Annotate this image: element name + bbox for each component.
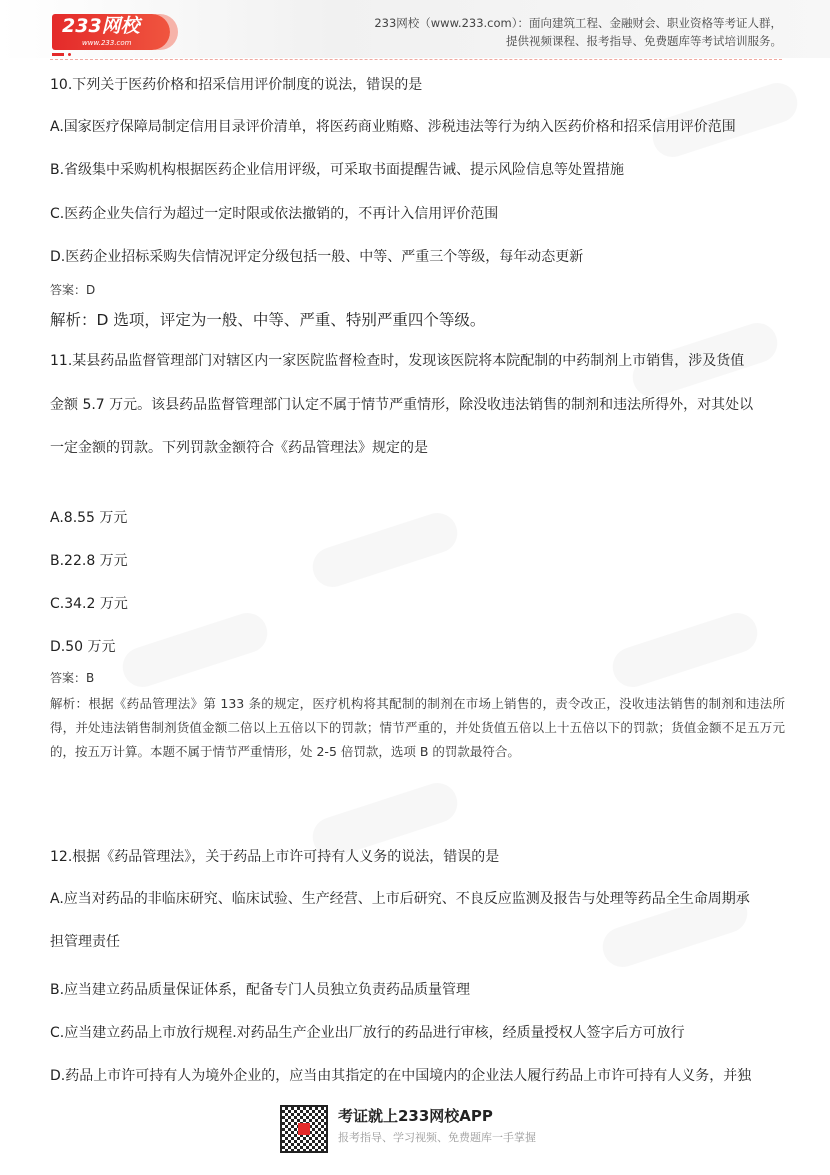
q12-option-d: D.药品上市许可持有人为境外企业的，应当由其指定的在中国境内的企业法人履行药品上市许可持有人义务，并独 bbox=[50, 1068, 752, 1084]
q11-title-line-2: 金额 5.7 万元。该县药品监督管理部门认定不属于情节严重情形，除没收违法销售的制剂和违法所得外，对其处以 bbox=[50, 397, 754, 413]
footer-subtitle: 报考指导、学习视频、免费题库一手掌握 bbox=[338, 1131, 536, 1144]
tagline-line-2: 提供视频课程、报考指导、免费题库等考试培训服务。 bbox=[506, 34, 782, 48]
logo-url: www.233.com bbox=[82, 39, 132, 47]
logo bbox=[52, 14, 170, 50]
q12-title: 12.根据《药品管理法》，关于药品上市许可持有人义务的说法，错误的是 bbox=[50, 849, 500, 865]
header-divider bbox=[50, 59, 782, 60]
q10-title: 10.下列关于医药价格和招采信用评价制度的说法，错误的是 bbox=[50, 77, 423, 93]
q10-option-a: A.国家医疗保障局制定信用目录评价清单，将医药商业贿赂、涉税违法等行为纳入医药价格和招采信用评价范围 bbox=[50, 119, 736, 135]
watermark-mark bbox=[117, 608, 272, 692]
q11-option-d: D.50 万元 bbox=[50, 639, 116, 655]
q11-title-line-3: 一定金额的罚款。下列罚款金额符合《药品管理法》规定的是 bbox=[50, 440, 428, 456]
q10-option-d: D.医药企业招标采购失信情况评定分级包括一般、中等、严重三个等级，每年动态更新 bbox=[50, 249, 584, 265]
logo-decoration-dot bbox=[68, 53, 71, 56]
q11-analysis: 解析：根据《药品管理法》第 133 条的规定，医疗机构将其配制的制剂在市场上销售的，责令改正，没收违法销售的制剂和违法所得，并处违法销售制剂货值金额二倍以上五倍以下的罚款；情节严重的，并处货值五倍以上十五倍以下的罚款；货值金额不足五万元的，按五万计算。本题不属于情节严重情形，处 2-5 倍罚款，选项 B 的罚款最符合。 bbox=[50, 696, 785, 759]
footer-title: 考证就上233网校APP bbox=[338, 1107, 493, 1125]
q12-option-a: A.应当对药品的非临床研究、临床试验、生产经营、上市后研究、不良反应监测及报告与处理等药品全生命周期承 bbox=[50, 891, 750, 907]
watermark-mark bbox=[307, 508, 462, 592]
q11-option-b: B.22.8 万元 bbox=[50, 553, 128, 569]
q10-option-c: C.医药企业失信行为超过一定时限或依法撤销的，不再计入信用评价范围 bbox=[50, 206, 499, 222]
q12-option-c: C.应当建立药品上市放行规程.对药品生产企业出厂放行的药品进行审核，经质量授权人签字后方可放行 bbox=[50, 1025, 685, 1041]
watermark-mark bbox=[607, 608, 762, 692]
q11-answer: 答案：B bbox=[50, 671, 95, 685]
q10-answer: 答案：D bbox=[50, 283, 96, 297]
q11-option-a: A.8.55 万元 bbox=[50, 510, 128, 526]
q12-option-b: B.应当建立药品质量保证体系，配备专门人员独立负责药品质量管理 bbox=[50, 982, 471, 998]
q11-title-line-1: 11.某县药品监督管理部门对辖区内一家医院监督检查时，发现该医院将本院配制的中药制剂上市销售，涉及货值 bbox=[50, 353, 745, 369]
q11-option-c: C.34.2 万元 bbox=[50, 596, 128, 612]
qr-code-icon bbox=[280, 1105, 328, 1153]
q12-option-a-cont: 担管理责任 bbox=[50, 934, 120, 950]
header-tagline bbox=[374, 14, 782, 50]
logo-decoration bbox=[52, 53, 64, 56]
q10-analysis: 解析：D 选项，评定为一般、中等、严重、特别严重四个等级。 bbox=[50, 311, 486, 329]
q10-option-b: B.省级集中采购机构根据医药企业信用评级，可采取书面提醒告诫、提示风险信息等处置措施 bbox=[50, 162, 625, 178]
tagline-line-1: 233网校（www.233.com）：面向建筑工程、金融财会、职业资格等考证人群， bbox=[374, 16, 782, 30]
logo-text: 233网校 bbox=[62, 15, 140, 37]
